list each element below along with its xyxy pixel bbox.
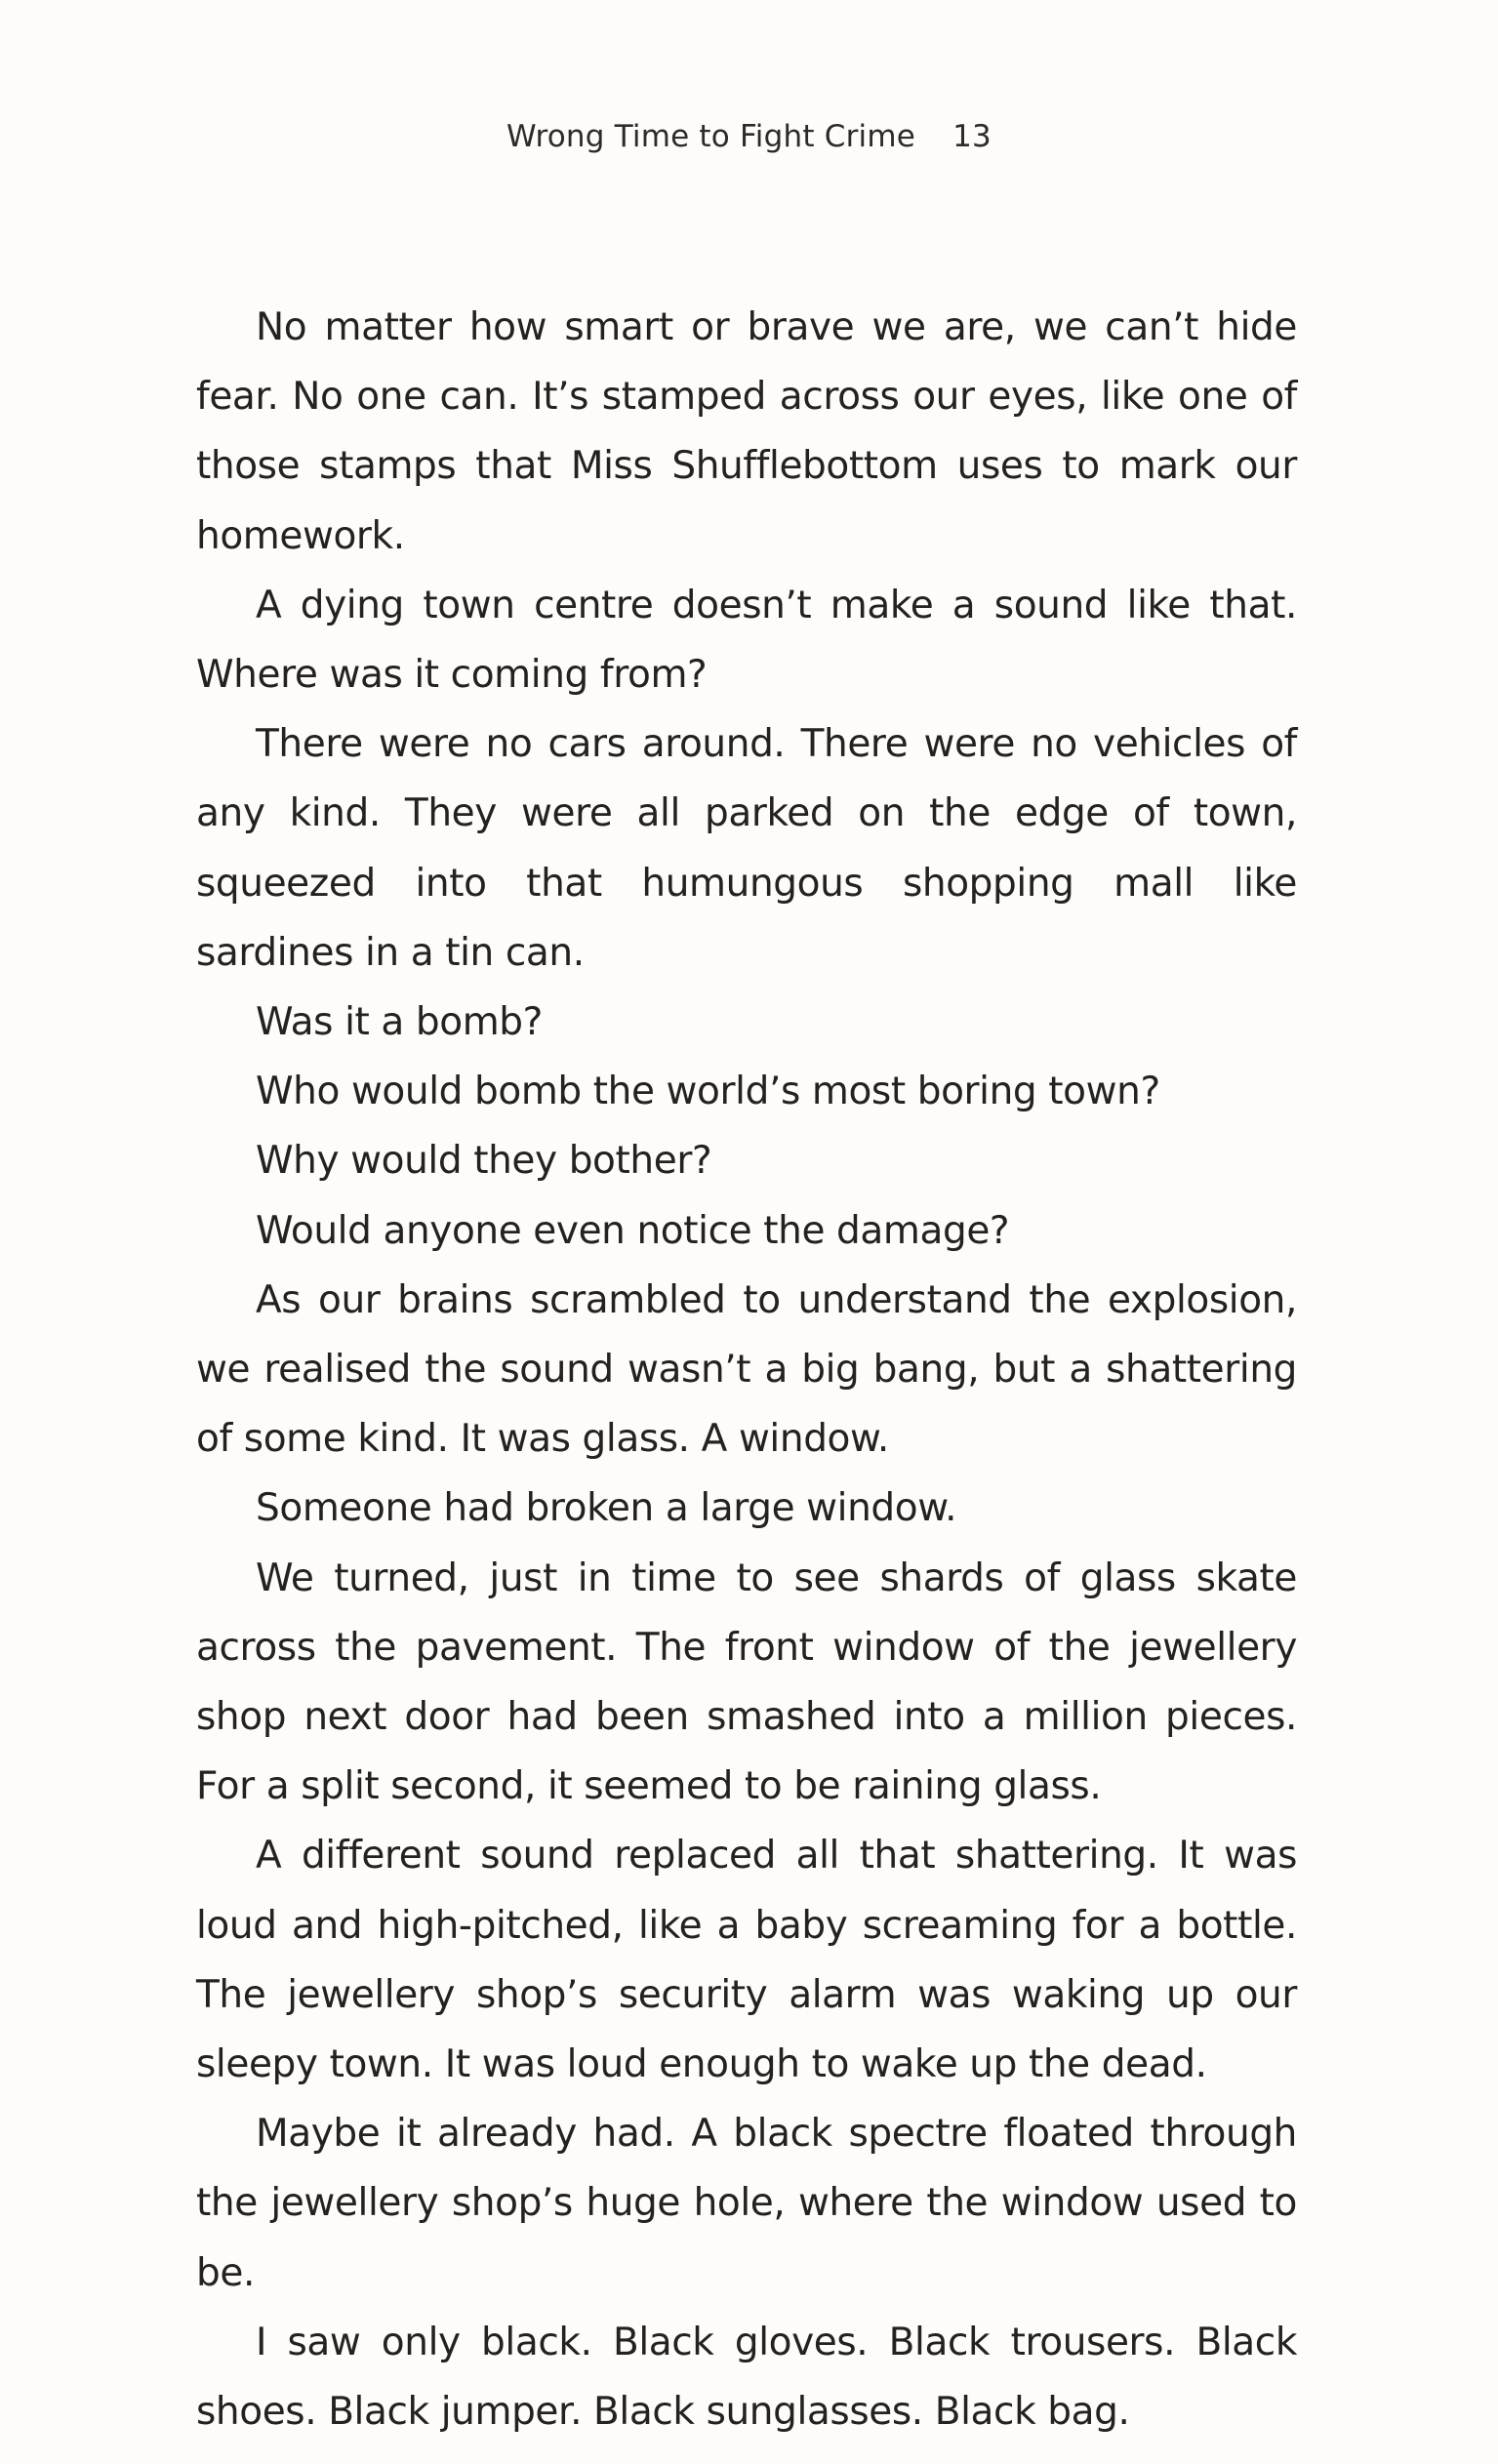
paragraph: Someone had broken a large window.: [256, 1486, 957, 1531]
running-title: Wrong Time to Fight Crime: [506, 119, 916, 154]
paragraph: Why would they bother?: [256, 1139, 712, 1184]
paragraph: Would anyone even notice the damage?: [256, 1208, 1010, 1253]
paragraph: I saw only black. Black gloves. Black trousers. Black shoes. Black jumper. Black sunglasses. Black bag.: [196, 2320, 1297, 2435]
running-head: [0, 119, 1498, 154]
paragraph: No matter how smart or brave we are, we can’t hide fear. No one can. It’s stamped across our eyes, like one of those stamps that Miss Shufflebottom uses to mark our homework.: [196, 305, 1297, 558]
page-number: 13: [952, 119, 992, 154]
body-text: [196, 293, 1297, 2446]
paragraph: Who would bomb the world’s most boring town?: [256, 1070, 1160, 1114]
paragraph: Maybe it already had. A black spectre floated through the jewellery shop’s huge hole, where the window used to be.: [196, 2112, 1297, 2295]
paragraph: Was it a bomb?: [256, 1000, 543, 1045]
paragraph: A dying town centre doesn’t make a sound like that. Where was it coming from?: [196, 583, 1297, 698]
paragraph: As our brains scrambled to understand the explosion, we realised the sound wasn’t a big bang, but a shattering of some kind. It was glass. A window.: [196, 1277, 1297, 1462]
paragraph: A different sound replaced all that shattering. It was loud and high-pitched, like a baby screaming for a bottle. The jewellery shop’s security alarm was waking up our sleepy town. It was loud enough to wake up the dead.: [196, 1834, 1297, 2087]
paragraph: There were no cars around. There were no vehicles of any kind. They were all parked on the edge of town, squeezed into that humungous shopping mall like sardines in a tin can.: [196, 722, 1297, 975]
paragraph: We turned, just in time to see shards of glass skate across the pavement. The front window of the jewellery shop next door had been smashed into a million pieces. For a split second, it seemed to be raining glass.: [196, 1555, 1297, 1809]
